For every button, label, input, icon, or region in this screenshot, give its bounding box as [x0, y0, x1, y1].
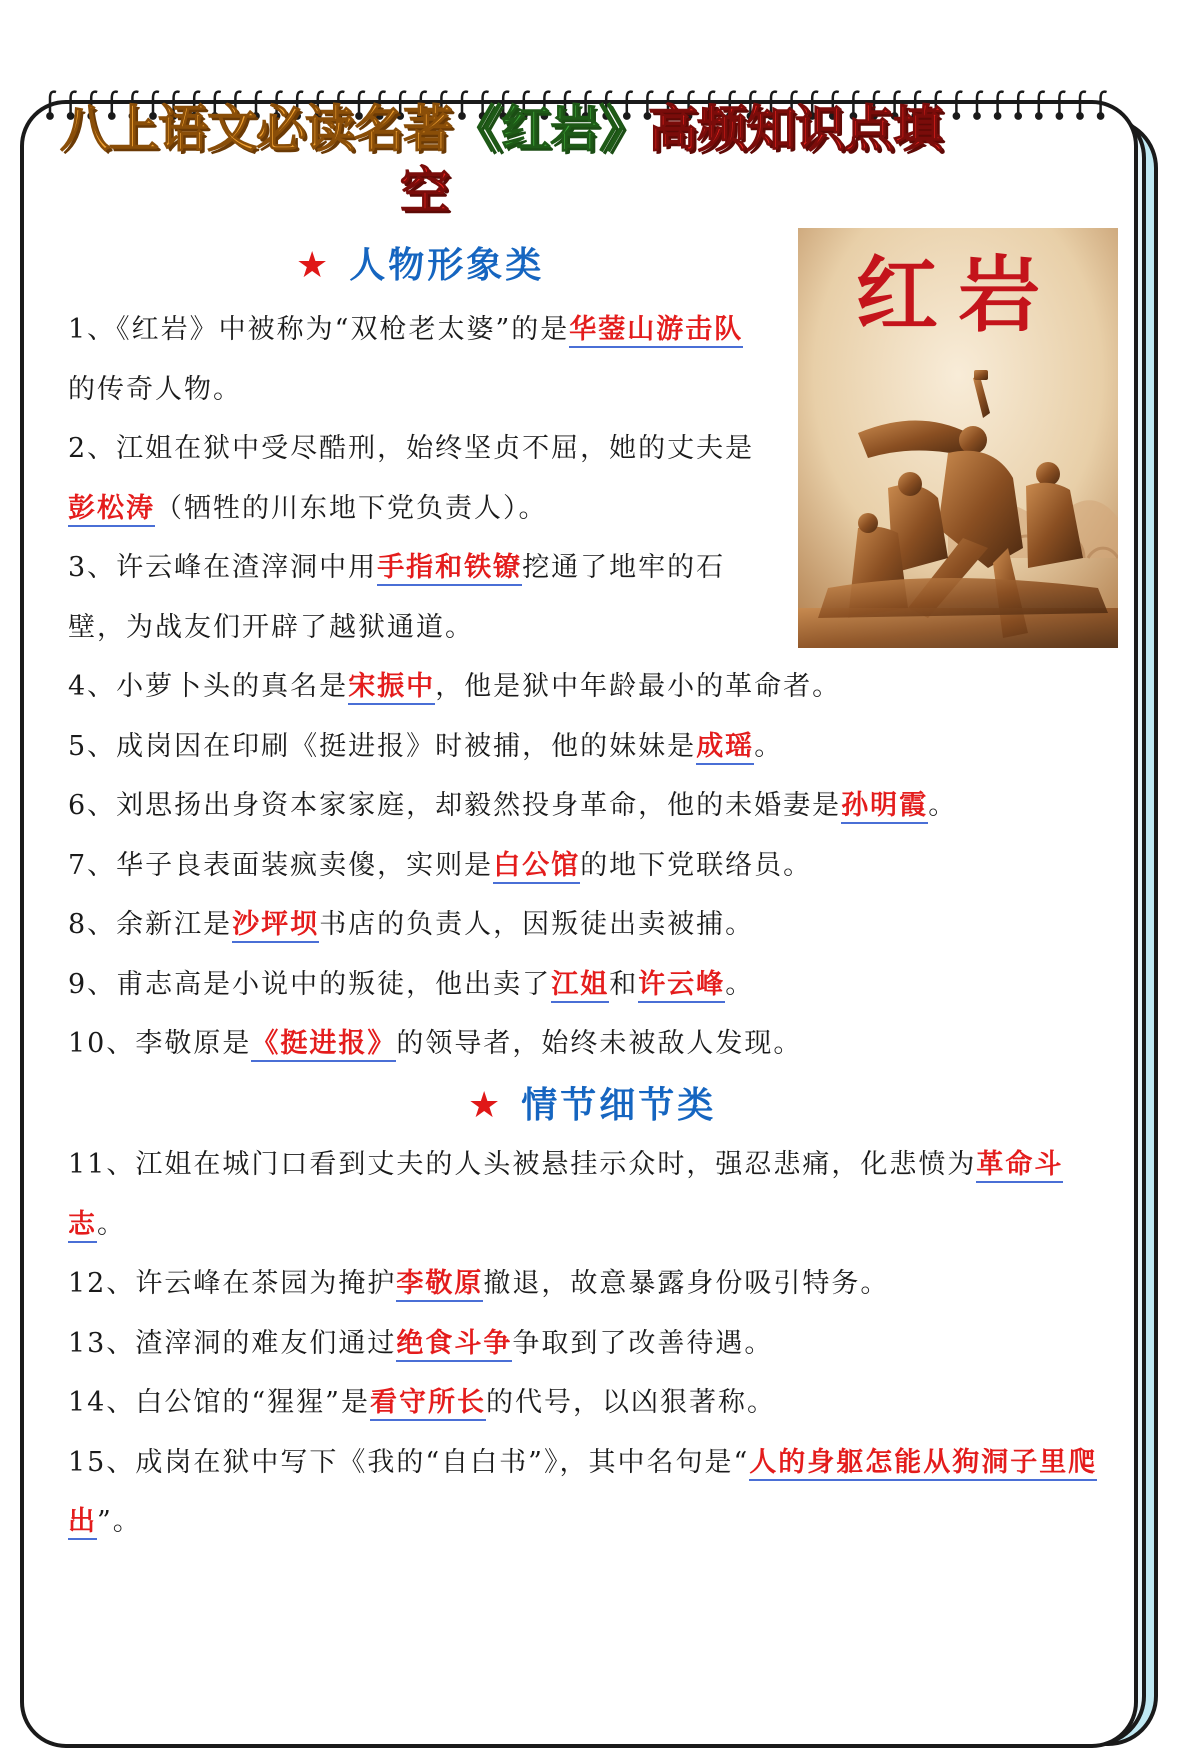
list-item: 10、李敬原是《挺进报》的领导者，始终未被敌人发现。 — [68, 1014, 1098, 1074]
character-questions — [68, 300, 958, 1074]
list-item: 8、余新江是沙坪坝书店的负责人，因叛徒出卖被捕。 — [68, 895, 1098, 955]
title-part-topic: 高频知识点填 — [648, 100, 942, 158]
answer-blank: 江姐 — [551, 969, 609, 1003]
answer-blank: 革命斗志 — [68, 1149, 1063, 1243]
section-heading-plot — [468, 1080, 716, 1131]
list-item: 11、江姐在城门口看到丈夫的人头被悬挂示众时，强忍悲痛，化悲愤为革命斗志。 — [68, 1135, 1098, 1254]
binder-ring — [50, 92, 56, 114]
title-part-topic-continued: 空 — [400, 162, 449, 220]
section-heading-text: 情节细节类 — [521, 1084, 717, 1126]
book-cover-image — [798, 228, 1118, 648]
binder-hole — [47, 113, 52, 118]
list-item: 9、甫志高是小说中的叛徒，他出卖了江姐和许云峰。 — [68, 955, 1098, 1015]
answer-blank: 许云峰 — [638, 969, 725, 1003]
list-item: 1、《红岩》中被称为“双枪老太婆”的是华蓥山游击队的传奇人物。 — [68, 314, 744, 405]
star-icon: ★ — [296, 245, 332, 286]
answer-blank: 宋振中 — [348, 671, 435, 705]
page-title — [60, 98, 1110, 222]
answer-blank: 看守所长 — [370, 1387, 486, 1421]
answer-blank: 成瑶 — [696, 731, 754, 765]
list-item: 12、许云峰在茶园为掩护李敬原撤退，故意暴露身份吸引特务。 — [68, 1254, 1098, 1314]
cover-title: 红岩 — [855, 247, 1061, 343]
list-item: 15、成岗在狱中写下《我的“自白书”》，其中名句是“人的身躯怎能从狗洞子里爬出”。 — [68, 1433, 1098, 1552]
star-icon: ★ — [468, 1085, 504, 1126]
title-part-book-type: 八上语文必读名著 — [60, 100, 452, 158]
list-item: 13、渣滓洞的难友们通过绝食斗争争取到了改善待遇。 — [68, 1314, 1098, 1374]
answer-blank: 华蓥山游击队 — [569, 314, 743, 348]
list-item: 6、刘思扬出身资本家家庭，却毅然投身革命，他的未婚妻是孙明霞。 — [68, 776, 1098, 836]
list-item: 5、成岗因在印刷《挺进报》时被捕，他的妹妹是成瑶。 — [68, 717, 1098, 777]
answer-blank: 李敬原 — [396, 1268, 483, 1302]
list-item: 2、江姐在狱中受尽酷刑，始终坚贞不屈，她的丈夫是彭松涛（牺牲的川东地下党负责人）。 — [68, 419, 758, 538]
answer-blank: 《挺进报》 — [251, 1028, 396, 1062]
answer-blank: 手指和铁镣 — [377, 552, 522, 586]
list-item: 14、白公馆的“猩猩”是看守所长的代号，以凶狠著称。 — [68, 1373, 1098, 1433]
answer-blank: 彭松涛 — [68, 493, 155, 527]
answer-blank: 绝食斗争 — [396, 1328, 512, 1362]
title-part-book-name: 《红岩》 — [452, 100, 648, 158]
section-heading-text: 人物形象类 — [349, 244, 545, 286]
answer-blank: 白公馆 — [493, 850, 580, 884]
list-item: 7、华子良表面装疯卖傻，实则是白公馆的地下党联络员。 — [68, 836, 1098, 896]
list-item: 3、许云峰在渣滓洞中用手指和铁镣挖通了地牢的石壁，为战友们开辟了越狱通道。 — [68, 552, 726, 643]
answer-blank: 孙明霞 — [841, 790, 928, 824]
list-item: 4、小萝卜头的真名是宋振中，他是狱中年龄最小的革命者。 — [68, 657, 1098, 717]
plot-questions — [68, 1135, 1098, 1552]
section-heading-characters — [296, 240, 544, 291]
answer-blank: 沙坪坝 — [232, 909, 319, 943]
answer-blank: 人的身躯怎能从狗洞子里爬出 — [68, 1447, 1097, 1541]
